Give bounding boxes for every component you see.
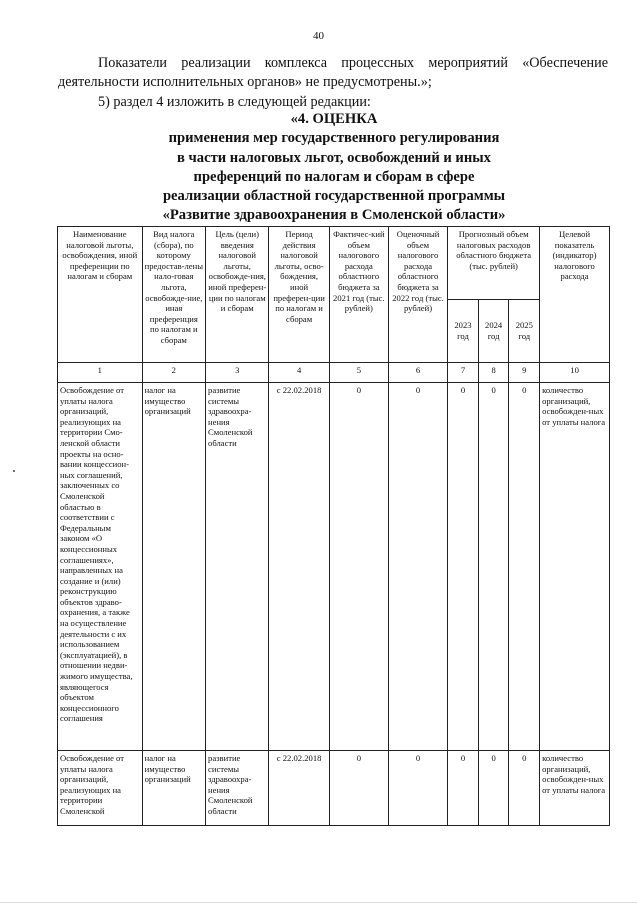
estimate-2022-cell: 0 (388, 383, 447, 751)
header-actual-2021: Фактичес-кий объем налогового расхода областного бюджета за 2021 год (тыс. рублей) (329, 227, 388, 363)
column-number: 7 (448, 363, 479, 383)
forecast-2023-cell: 0 (448, 383, 479, 751)
header-tax-type: Вид налога (сбора), по которому предостав-лены нало-говая льгота, освобожде-ние, иная преференция по налогам и сборам (142, 227, 205, 363)
column-number: 3 (206, 363, 269, 383)
goal-cell: развитие системы здравоохра-нения Смоленской области (206, 383, 269, 751)
period-cell: с 22.02.2018 (269, 751, 329, 826)
heading-line-3: в части налоговых льгот, освобождений и иных (177, 149, 491, 166)
column-number: 6 (388, 363, 447, 383)
column-numbers-row (58, 363, 610, 383)
heading-line-5: реализации областной государственной программы (162, 188, 506, 205)
header-benefit-name: Наименование налоговой льготы, освобождения, иной преференции по налогам и сборам (58, 227, 143, 363)
column-number: 10 (540, 363, 610, 383)
header-year-2023: 2023 год (448, 300, 479, 363)
heading-line-2: применения мер государственного регулирования (168, 130, 500, 147)
header-year-2024: 2024 год (478, 300, 509, 363)
forecast-2025-cell: 0 (509, 383, 540, 751)
heading-line-1: «4. ОЦЕНКА (290, 111, 378, 127)
benefit-name-cell: Освобождение от уплаты налога организаций, реализующих на территории Смоленской (58, 751, 143, 826)
tax-type-cell: налог на имущество организаций (142, 383, 205, 751)
forecast-2023-cell: 0 (448, 751, 479, 826)
forecast-2024-cell: 0 (478, 383, 509, 751)
actual-2021-cell: 0 (329, 383, 388, 751)
scan-speck (13, 470, 15, 472)
header-forecast: Прогнозный объем налоговых расходов областного бюджета (тыс. рублей) (448, 227, 540, 300)
column-number: 2 (142, 363, 205, 383)
benefit-name-cell: Освобождение от уплаты налога организаций, реализующих на территории Смо-ленской области проекты на осно-вании концессион-ных соглашений, заключенных со Смоленской областью в соответствии с Федеральным законом «О концессионных соглашениях», направленных на создание и (или) реконструкцию объектов здраво-охранения, а также на осуществление деятельности с их использованием (эксплуатацией), в отношении недви-жимого имущества, являющегося объектом концессионного соглашения (58, 383, 143, 751)
header-goal: Цель (цели) введения налоговой льготы, освобожде-ния, иной преферен-ции по налогам и сборам (206, 227, 269, 363)
forecast-2024-cell: 0 (478, 751, 509, 826)
indicator-cell: количество организаций, освобожден-ных от уплаты налога (540, 383, 610, 751)
heading-line-6: «Развитие здравоохранения в Смоленской области» (162, 207, 506, 224)
tax-type-cell: налог на имущество организаций (142, 751, 205, 826)
column-number: 9 (509, 363, 540, 383)
heading-line-4: преференций по налогам и сборам в сфере (193, 168, 475, 185)
actual-2021-cell: 0 (329, 751, 388, 826)
period-cell: с 22.02.2018 (269, 383, 329, 751)
column-number: 1 (58, 363, 143, 383)
indicator-cell: количество организаций, освобожден-ных от уплаты налога (540, 751, 610, 826)
table-row (58, 383, 610, 751)
estimate-2022-cell: 0 (388, 751, 447, 826)
table-row (58, 751, 610, 826)
header-estimate-2022: Оценочный объем налогового расхода областного бюджета за 2022 год (тыс. рублей) (388, 227, 447, 363)
tax-expenditure-table (57, 226, 610, 826)
section-heading (60, 110, 608, 226)
forecast-2025-cell: 0 (509, 751, 540, 826)
page-edge-line (0, 902, 637, 903)
amendment-instruction: 5) раздел 4 изложить в следующей редакции: (98, 94, 371, 110)
header-year-2025: 2025 год (509, 300, 540, 363)
intro-paragraph: Показатели реализации комплекса процессных мероприятий «Обеспечение деятельности исполнительных органов» не предусмотрены.»; (58, 55, 608, 90)
page-number: 40 (313, 30, 324, 42)
table-header-row (58, 227, 610, 300)
goal-cell: развитие системы здравоохра-нения Смоленской области (206, 751, 269, 826)
column-number: 4 (269, 363, 329, 383)
column-number: 5 (329, 363, 388, 383)
header-target-indicator: Целевой показатель (индикатор) налогового расхода (540, 227, 610, 363)
header-period: Период действия налоговой льготы, осво-бождения, иной преферен-ции по налогам и сборам (269, 227, 329, 363)
column-number: 8 (478, 363, 509, 383)
